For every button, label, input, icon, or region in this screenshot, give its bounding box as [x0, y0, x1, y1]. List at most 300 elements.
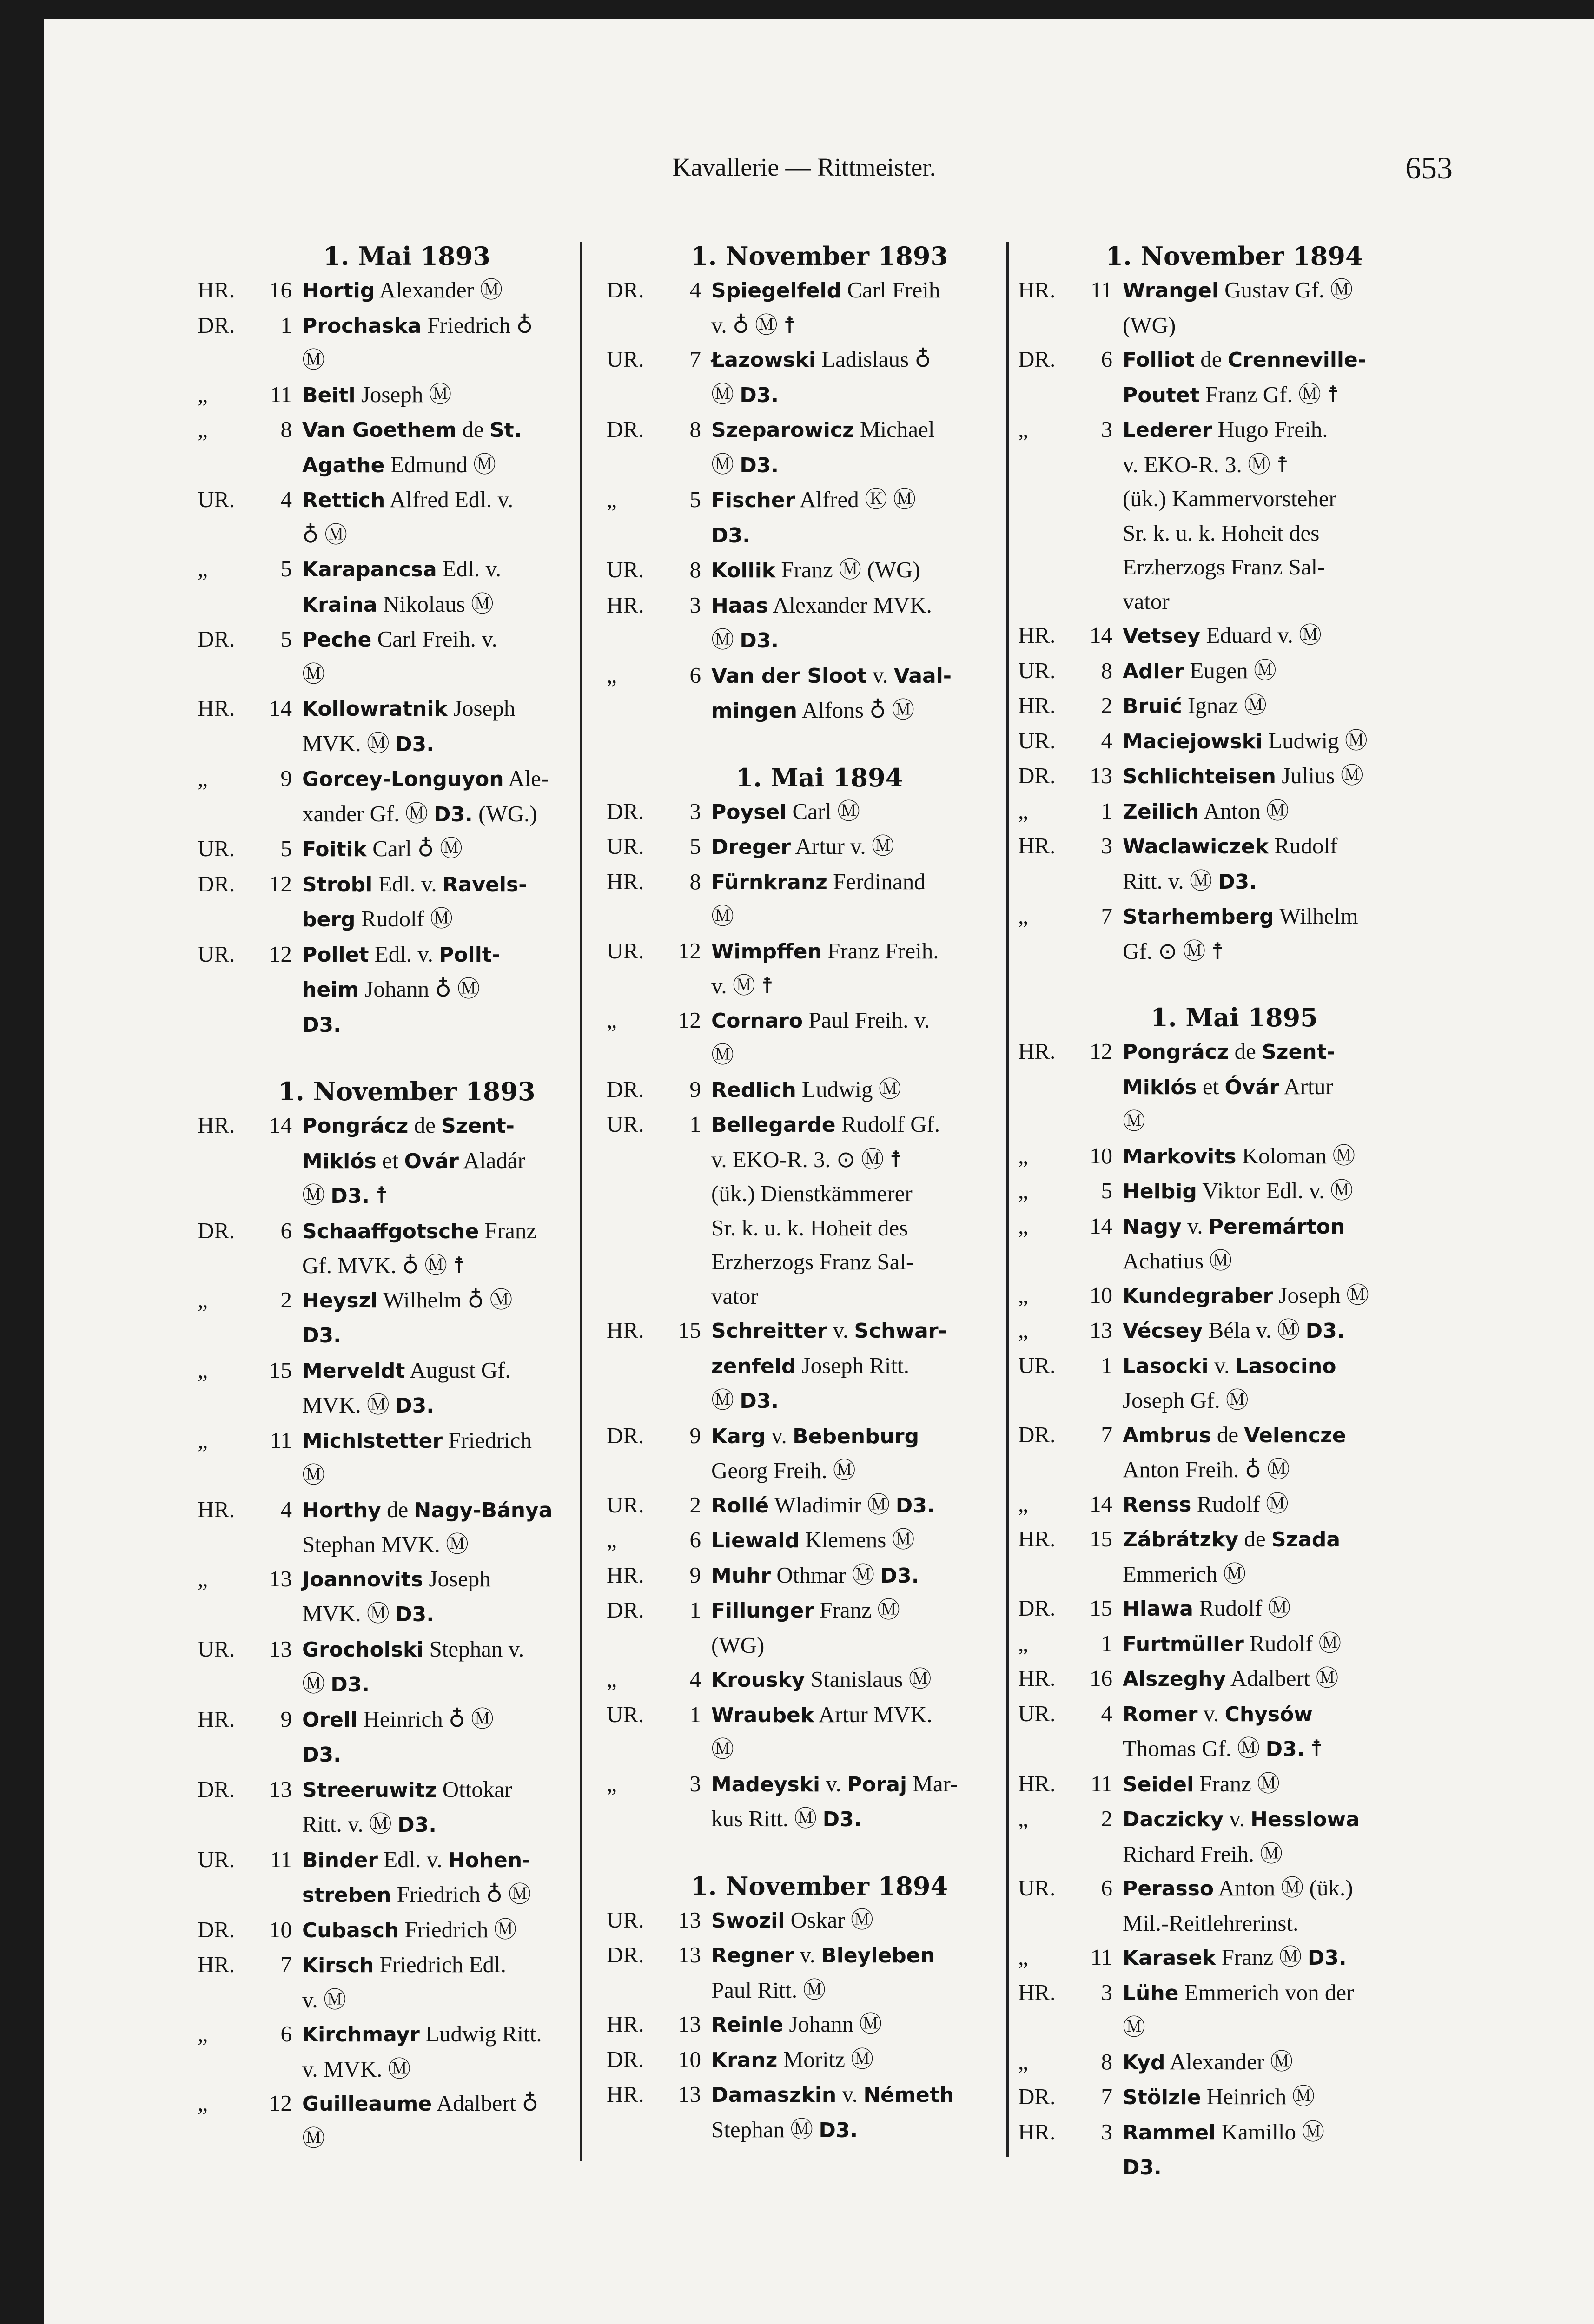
regiment-number: 16 [269, 277, 292, 303]
entry-text: Schreitter v. Schwar- zenfeld Joseph Ritt. Ⓜ D3. [711, 1317, 947, 1413]
regiment-number: 7 [689, 346, 701, 372]
regiment-number: 8 [1101, 2048, 1112, 2074]
list-entry [1018, 1591, 1450, 1626]
entry-text: Szeparowicz Michael Ⓜ D3. [711, 416, 935, 477]
regiment-number: 8 [689, 416, 701, 442]
entry-label [198, 1772, 302, 1842]
entry-text: Rettich Alfred Edl. v. ♁ Ⓜ [302, 487, 514, 548]
list-entry [198, 1948, 616, 2017]
regiment-number: 13 [1090, 763, 1112, 788]
list-entry [607, 865, 1032, 934]
regiment-number: 11 [1090, 1770, 1112, 1796]
entry-text: Heyszl Wilhelm ♁ Ⓜ D3. [302, 1287, 513, 1347]
regiment: „ [1018, 1806, 1028, 1831]
entry-text: Karasek Franz Ⓜ D3. [1123, 1944, 1347, 1970]
list-entry [198, 867, 616, 937]
list-entry [1018, 618, 1450, 654]
list-entry [1018, 724, 1450, 759]
regiment: UR. [198, 836, 235, 861]
regiment-number: 7 [280, 1952, 292, 1977]
entry-label [198, 1214, 302, 1283]
regiment: DR. [198, 312, 235, 338]
regiment-number: 7 [1101, 903, 1112, 929]
regiment-number: 13 [678, 1942, 701, 1967]
regiment-number: 9 [689, 1422, 701, 1448]
entry-label [607, 1662, 711, 1697]
entry-label [607, 1903, 711, 1938]
entry-label [607, 934, 711, 1003]
entry-text: Gorcey-Longuyon Ale- xander Gf. Ⓜ D3. (WG.) [302, 766, 549, 826]
entry-text: Kranz Moritz Ⓜ [711, 2046, 874, 2072]
regiment-number: 5 [280, 836, 292, 861]
column-2 [607, 239, 1032, 2147]
list-entry [1018, 1802, 1450, 1871]
regiment-number: 8 [1101, 657, 1112, 683]
regiment: „ [198, 416, 208, 442]
entry-label [198, 761, 302, 832]
entry-text: Hlawa Rudolf Ⓜ [1123, 1595, 1291, 1621]
list-entry [607, 1593, 1032, 1662]
list-entry [198, 482, 616, 552]
entry-label [1018, 1522, 1123, 1591]
regiment: „ [198, 2090, 208, 2116]
list-entry [607, 553, 1032, 588]
regiment-number: 2 [280, 1287, 292, 1313]
regiment: DR. [607, 2046, 644, 2072]
entry-label [198, 622, 302, 691]
regiment: DR. [607, 416, 644, 442]
page [44, 19, 1594, 2324]
list-entry [198, 1632, 616, 1702]
regiment: UR. [198, 1846, 235, 1872]
regiment-number: 9 [280, 1706, 292, 1732]
entry-text: Kirsch Friedrich Edl. v. Ⓜ [302, 1952, 506, 2013]
regiment-number: 5 [689, 833, 701, 859]
list-entry [1018, 1871, 1450, 1940]
regiment: „ [198, 2021, 208, 2047]
regiment: „ [198, 381, 208, 407]
list-entry [1018, 759, 1450, 794]
list-entry [607, 1313, 1032, 1419]
list-entry [198, 937, 616, 1043]
list-entry [198, 1423, 616, 1492]
list-entry [607, 2077, 1032, 2147]
regiment: „ [1018, 1491, 1028, 1517]
entry-label [198, 1913, 302, 1948]
regiment-number: 1 [689, 1597, 701, 1623]
regiment-number: 7 [1101, 2084, 1112, 2109]
list-entry [1018, 1661, 1450, 1697]
entry-text: Furtmüller Rudolf Ⓜ [1123, 1630, 1342, 1656]
regiment: UR. [1018, 1875, 1056, 1901]
entry-text: Bellegarde Rudolf Gf. v. EKO-R. 3. ⊙ Ⓜ ☨ (ük.) Dienstkämmerer Sr. k. u. k. Hoheit des Erzherzogs Franz Sal- vator [711, 1111, 940, 1309]
list-entry [1018, 1174, 1450, 1209]
list-entry [198, 1772, 616, 1842]
entry-label [607, 1767, 711, 1837]
regiment-number: 11 [1090, 1944, 1112, 1970]
entry-text: Karg v. Bebenburg Georg Freih. Ⓜ [711, 1422, 919, 1483]
regiment-number: 11 [270, 381, 292, 407]
list-entry [198, 412, 616, 482]
entry-text: Rollé Wladimir Ⓜ D3. [711, 1492, 935, 1518]
entry-label [198, 1423, 302, 1492]
regiment-number: 13 [678, 1907, 701, 1933]
entry-label [1018, 1209, 1123, 1278]
entry-label [1018, 759, 1123, 794]
entry-label [198, 1108, 302, 1214]
entry-label [607, 794, 711, 830]
regiment: „ [607, 662, 617, 688]
section-heading: 1. Mai 1895 [1151, 1003, 1318, 1032]
list-entry [607, 1558, 1032, 1593]
entry-label [1018, 1487, 1123, 1522]
regiment: UR. [1018, 1700, 1056, 1726]
entry-text: Poysel Carl Ⓜ [711, 798, 860, 824]
list-entry [198, 832, 616, 867]
regiment: „ [198, 1287, 208, 1313]
entry-label [198, 1948, 302, 2017]
regiment: „ [1018, 1213, 1028, 1239]
entry-text: Karapancsa Edl. v. Kraina Nikolaus Ⓜ [302, 556, 502, 617]
list-entry [607, 1662, 1032, 1697]
regiment: DR. [198, 1776, 235, 1802]
entry-text: Schlichteisen Julius Ⓜ [1123, 763, 1363, 788]
list-entry [607, 482, 1032, 553]
entry-text: Orell Heinrich ♁ Ⓜ D3. [302, 1706, 494, 1767]
entry-label [198, 2017, 302, 2086]
column-3 [1018, 239, 1450, 2185]
section-heading: 1. Mai 1894 [735, 762, 903, 792]
regiment-number: 14 [1090, 1491, 1112, 1517]
regiment: „ [198, 556, 208, 581]
entry-text: Waclawiczek Rudolf Ritt. v. Ⓜ D3. [1123, 833, 1338, 894]
entry-text: Damaszkin v. Németh Stephan Ⓜ D3. [711, 2081, 954, 2142]
entry-text: Hortig Alexander Ⓜ [302, 277, 503, 303]
regiment: HR. [1018, 693, 1056, 718]
regiment: „ [198, 1565, 208, 1591]
regiment-number: 10 [1090, 1142, 1112, 1169]
section-gap [1018, 968, 1450, 1001]
regiment: UR. [607, 557, 644, 582]
entry-text: Bruić Ignaz Ⓜ [1123, 693, 1267, 718]
entry-label [1018, 794, 1123, 829]
entry-label [1018, 1034, 1123, 1139]
entry-label [607, 1107, 711, 1313]
entry-label [607, 1523, 711, 1558]
entry-text: Beitl Joseph Ⓜ [302, 381, 452, 407]
entry-label [1018, 1661, 1123, 1697]
regiment: DR. [1018, 1421, 1056, 1447]
entry-label [1018, 273, 1123, 342]
regiment: HR. [1018, 1770, 1056, 1796]
entry-label [1018, 2115, 1123, 2185]
regiment-number: 4 [1101, 727, 1112, 753]
regiment-number: 4 [280, 487, 292, 512]
list-entry [1018, 1626, 1450, 1662]
entry-label [607, 1003, 711, 1072]
regiment-number: 5 [1101, 1178, 1112, 1203]
regiment: DR. [1018, 346, 1056, 372]
entry-text: Spiegelfeld Carl Freih v. ♁ Ⓜ ☨ [711, 277, 940, 338]
regiment: UR. [198, 1636, 235, 1662]
entry-label [198, 1283, 302, 1353]
regiment-number: 3 [1101, 2119, 1112, 2145]
list-entry [1018, 794, 1450, 829]
entry-text: Starhemberg Wilhelm Gf. ⊙ Ⓜ ☨ [1123, 903, 1358, 964]
regiment-number: 1 [1101, 1630, 1112, 1656]
entry-label [607, 2077, 711, 2147]
regiment-number: 6 [1101, 346, 1112, 372]
regiment: HR. [1018, 833, 1056, 858]
entry-label [1018, 1697, 1123, 1767]
entry-text: Cornaro Paul Freih. v. Ⓜ [711, 1007, 930, 1068]
regiment: „ [607, 1770, 617, 1796]
entry-label [1018, 1348, 1123, 1418]
entry-text: Streeruwitz Ottokar Ritt. v. Ⓜ D3. [302, 1776, 512, 1837]
entry-text: Schaaffgotsche Franz Gf. MVK. ♁ Ⓜ ☨ [302, 1217, 537, 1278]
entry-text: Dreger Artur v. Ⓜ [711, 833, 894, 859]
regiment-number: 1 [1101, 1352, 1112, 1378]
entry-label [198, 482, 302, 552]
entry-label [607, 865, 711, 934]
entry-label [607, 553, 711, 588]
entry-label [1018, 1802, 1123, 1871]
regiment: „ [1018, 903, 1028, 929]
regiment: HR. [607, 868, 644, 894]
regiment-number: 13 [269, 1776, 292, 1802]
entry-text: Kundegraber Joseph Ⓜ [1123, 1282, 1369, 1308]
regiment-number: 5 [280, 556, 292, 581]
entry-label [607, 1313, 711, 1419]
regiment-number: 8 [689, 868, 701, 894]
entry-label [198, 691, 302, 761]
entry-text: Kyd Alexander Ⓜ [1123, 2048, 1293, 2074]
entry-label [198, 1562, 302, 1632]
list-entry [607, 2042, 1032, 2078]
regiment: DR. [607, 1422, 644, 1448]
list-entry [1018, 1209, 1450, 1278]
regiment: „ [607, 1527, 617, 1552]
regiment-number: 9 [280, 766, 292, 791]
list-entry [607, 588, 1032, 658]
section-heading: 1. November 1894 [1105, 241, 1363, 271]
regiment-number: 15 [1090, 1526, 1112, 1552]
entry-label [607, 342, 711, 412]
regiment-number: 3 [1101, 833, 1112, 858]
entry-text: Ambrus de Velencze Anton Freih. ♁ Ⓜ [1123, 1421, 1346, 1482]
regiment: HR. [1018, 1665, 1056, 1691]
entry-text: Kollik Franz Ⓜ (WG) [711, 557, 920, 582]
regiment: HR. [198, 1952, 235, 1977]
regiment-number: 14 [1090, 622, 1112, 648]
list-entry [198, 1562, 616, 1632]
entry-label [1018, 412, 1123, 618]
entry-text: Guilleaume Adalbert ♁ Ⓜ [302, 2090, 539, 2151]
entry-label [607, 1488, 711, 1523]
regiment-number: 13 [678, 2011, 701, 2037]
list-entry [607, 1072, 1032, 1108]
entry-label [1018, 1278, 1123, 1314]
entry-label [607, 1419, 711, 1488]
regiment: „ [607, 487, 617, 512]
entry-text: Wrangel Gustav Gf. Ⓜ (WG) [1123, 277, 1353, 338]
entry-label [198, 1632, 302, 1702]
regiment: UR. [607, 1492, 644, 1518]
column-1 [198, 239, 616, 2155]
entry-label [1018, 688, 1123, 724]
regiment: UR. [198, 487, 235, 512]
regiment: DR. [607, 798, 644, 824]
entry-label [607, 1697, 711, 1767]
regiment: UR. [607, 1111, 644, 1137]
regiment-number: 12 [269, 941, 292, 967]
list-entry [607, 1488, 1032, 1523]
list-entry [607, 1107, 1032, 1313]
entry-label [198, 832, 302, 867]
entry-text: Zeilich Anton Ⓜ [1123, 798, 1289, 824]
list-entry [607, 1767, 1032, 1837]
regiment-number: 3 [689, 592, 701, 618]
list-entry [1018, 1940, 1450, 1975]
regiment-number: 3 [689, 1770, 701, 1796]
entry-text: Alszeghy Adalbert Ⓜ [1123, 1665, 1339, 1691]
regiment: HR. [198, 1112, 235, 1138]
entry-text: Lühe Emmerich von der Ⓜ [1123, 1979, 1354, 2040]
entry-text: Wraubek Artur MVK. Ⓜ [711, 1701, 933, 1762]
entry-text: Cubasch Friedrich Ⓜ [302, 1916, 517, 1942]
regiment: UR. [607, 1701, 644, 1727]
entry-label [607, 1593, 711, 1662]
entry-label [607, 2042, 711, 2078]
regiment: HR. [1018, 277, 1056, 303]
entry-text: Vetsey Eduard v. Ⓜ [1123, 622, 1322, 648]
regiment: „ [1018, 1944, 1028, 1970]
entry-label [1018, 1767, 1123, 1802]
regiment-number: 14 [269, 1112, 292, 1138]
entry-label [1018, 1975, 1123, 2045]
section-heading: 1. November 1894 [690, 1871, 948, 1901]
list-entry [607, 1903, 1032, 1938]
entry-label [1018, 1940, 1123, 1975]
list-entry [1018, 1034, 1450, 1139]
regiment-number: 4 [280, 1496, 292, 1522]
regiment: UR. [198, 941, 235, 967]
entry-label [607, 658, 711, 728]
list-entry [198, 377, 616, 413]
regiment-number: 14 [269, 695, 292, 721]
entry-text: Pollet Edl. v. Pollt- heim Johann ♁ Ⓜ D3. [302, 941, 501, 1037]
regiment: „ [607, 1666, 617, 1692]
entry-label [607, 412, 711, 482]
entry-text: Merveldt August Gf. MVK. Ⓜ D3. [302, 1357, 511, 1418]
entry-text: Kirchmayr Ludwig Ritt. v. MVK. Ⓜ [302, 2021, 542, 2082]
regiment-number: 1 [689, 1111, 701, 1137]
regiment: DR. [607, 277, 644, 303]
regiment: DR. [1018, 763, 1056, 788]
regiment: HR. [607, 2011, 644, 2037]
regiment: DR. [198, 871, 235, 897]
regiment-number: 12 [1090, 1038, 1112, 1064]
entry-label [607, 2007, 711, 2042]
regiment: HR. [607, 1562, 644, 1588]
entry-label [198, 412, 302, 482]
entry-text: Swozil Oskar Ⓜ [711, 1907, 873, 1933]
entry-label [198, 867, 302, 937]
regiment-number: 13 [1090, 1317, 1112, 1343]
entry-label [1018, 1313, 1123, 1348]
entry-text: Madeyski v. Poraj Mar- kus Ritt. Ⓜ D3. [711, 1770, 958, 1831]
section-gap [607, 728, 1032, 761]
running-header: Kavallerie — Rittmeister. [672, 153, 936, 181]
list-entry [1018, 1767, 1450, 1802]
regiment-number: 1 [280, 312, 292, 338]
list-entry [607, 273, 1032, 342]
regiment: UR. [607, 1907, 644, 1933]
list-entry [198, 273, 616, 308]
entry-text: Michlstetter Friedrich Ⓜ [302, 1427, 532, 1488]
entry-text: Helbig Viktor Edl. v. Ⓜ [1123, 1178, 1353, 1203]
entry-label [1018, 1418, 1123, 1487]
entry-text: Prochaska Friedrich ♁ Ⓜ [302, 312, 533, 373]
entry-text: Zábrátzky de Szada Emmerich Ⓜ [1123, 1526, 1341, 1587]
list-entry [1018, 273, 1450, 342]
entry-text: Krousky Stanislaus Ⓜ [711, 1666, 932, 1692]
entry-text: Grocholski Stephan v. Ⓜ D3. [302, 1636, 524, 1697]
entry-label [1018, 342, 1123, 412]
regiment-number: 3 [689, 798, 701, 824]
entry-text: Fürnkranz Ferdinand Ⓜ [711, 868, 926, 929]
regiment: „ [198, 1427, 208, 1453]
regiment-number: 4 [1101, 1700, 1112, 1726]
regiment: DR. [607, 1942, 644, 1967]
regiment-number: 9 [689, 1076, 701, 1102]
regiment: „ [1018, 416, 1028, 442]
list-entry [198, 1283, 616, 1353]
entry-text: Strobl Edl. v. Ravels- berg Rudolf Ⓜ [302, 871, 527, 931]
entry-text: Haas Alexander MVK. Ⓜ D3. [711, 592, 932, 653]
entry-text: Pongrácz de Szent- Miklós et Óvár Artur Ⓜ [1123, 1038, 1335, 1134]
list-entry [607, 829, 1032, 865]
entry-text: Renss Rudolf Ⓜ [1123, 1491, 1289, 1517]
regiment: HR. [198, 695, 235, 721]
entry-label [1018, 654, 1123, 689]
list-entry [1018, 1418, 1450, 1487]
entry-text: Romer v. Chysów Thomas Gf. Ⓜ D3. ☨ [1123, 1700, 1323, 1761]
entry-label [198, 1353, 302, 1423]
entry-label [198, 937, 302, 1043]
regiment: DR. [198, 1217, 235, 1243]
regiment: DR. [607, 1597, 644, 1623]
section-gap [607, 1837, 1032, 1869]
entry-label [1018, 2080, 1123, 2115]
entry-text: Daczicky v. Hesslowa Richard Freih. Ⓜ [1123, 1806, 1360, 1867]
regiment: DR. [1018, 1595, 1056, 1621]
regiment-number: 10 [678, 2046, 701, 2072]
entry-text: Foitik Carl ♁ Ⓜ [302, 836, 463, 861]
entry-label [1018, 1591, 1123, 1626]
list-entry [1018, 1975, 1450, 2045]
list-entry [1018, 412, 1450, 618]
entry-text: Regner v. Bleyleben Paul Ritt. Ⓜ [711, 1942, 935, 2003]
regiment-number: 15 [269, 1357, 292, 1383]
list-entry [1018, 1139, 1450, 1174]
regiment-number: 4 [689, 277, 701, 303]
regiment: „ [198, 1357, 208, 1383]
entry-text: Joannovits Joseph MVK. Ⓜ D3. [302, 1565, 491, 1626]
regiment: HR. [1018, 1979, 1056, 2005]
list-entry [198, 1842, 616, 1913]
regiment-number: 11 [270, 1427, 292, 1453]
